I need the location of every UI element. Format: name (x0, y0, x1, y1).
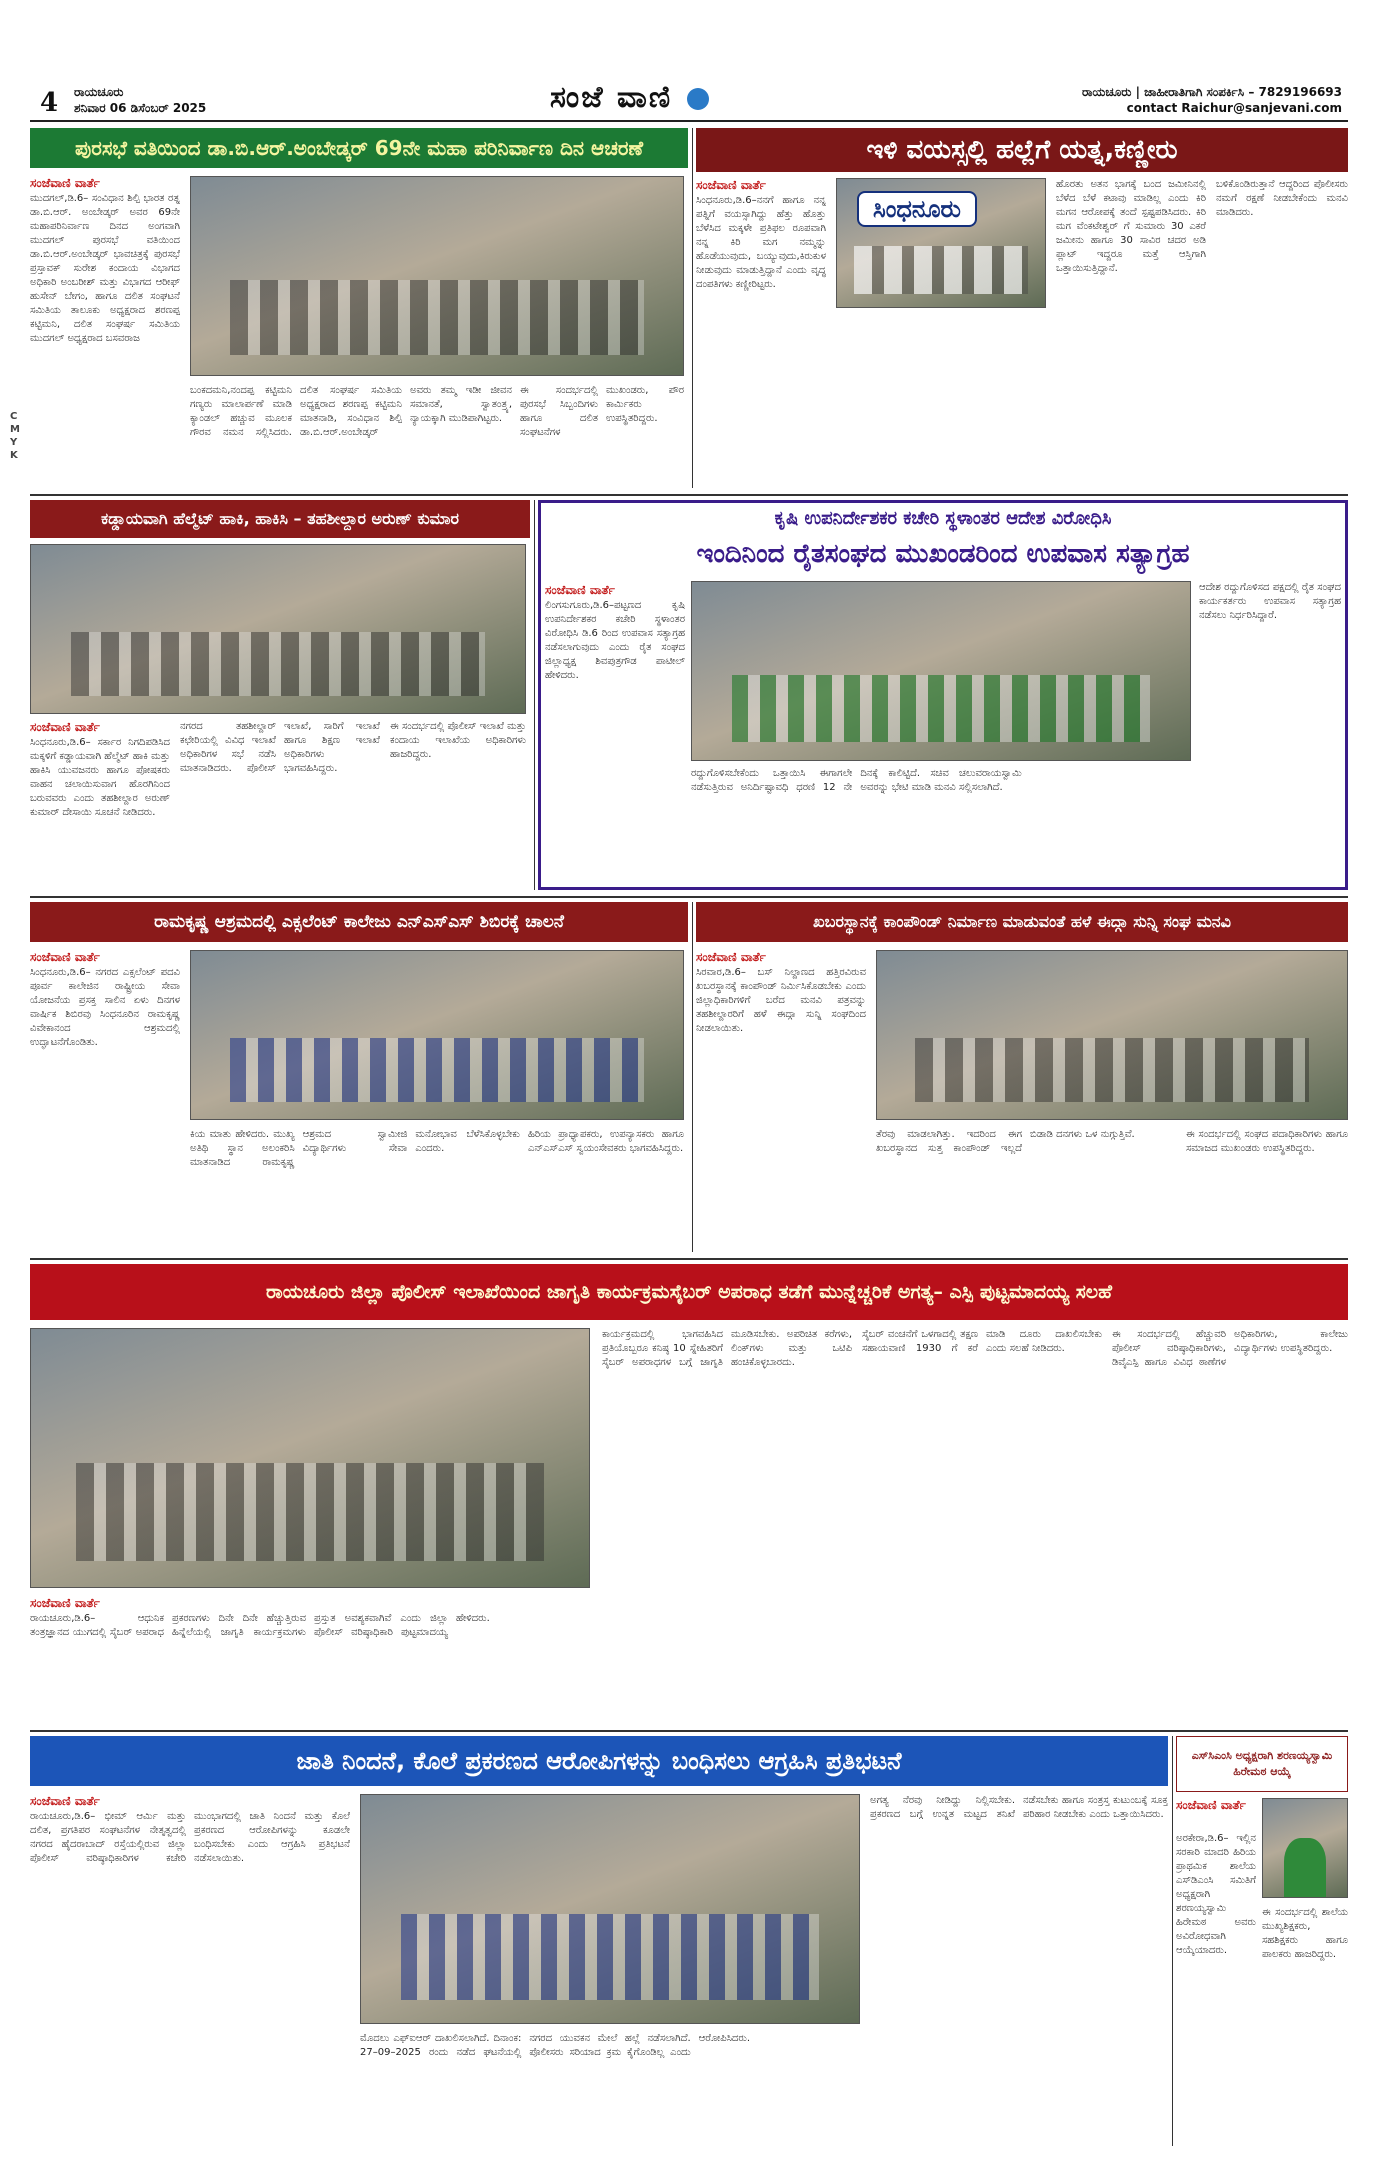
article-body (1176, 1832, 1256, 2142)
page-number: 4 (40, 88, 59, 118)
byline: ಸಂಜೆವಾಣಿ ವಾರ್ತೆ (545, 583, 615, 597)
article-ambedkar (30, 128, 688, 488)
news-photo (836, 178, 1046, 308)
column-divider (692, 902, 693, 1252)
section-divider (30, 896, 1348, 898)
article-compound-petition (696, 902, 1348, 1252)
paragraph: ಹೊರತು ಅತನ ಭಾಗಕ್ಕೆ ಬಂದ ಜಮೀನಿನಲ್ಲಿ ಬೆಳೆದ ಬೆಳೆ ಕಟಾವು ಮಾಡಿಲ್ಲ ಎಂದು ಕಿರಿ ಮಗನ ಆರೋಪಕ್ಕೆ ತಂದೆ ಸ್ಪಷ್ಟಪಡಿಸಿದರು. ಕಿರಿ ಮಗ ವೆಂಕಟೇಶ್ವರ್ ಗೆ ಸುಮಾರು 30 ಎಕರೆ ಜಮೀನು ಹಾಗೂ 30 ಸಾವಿರ ಚದರ ಅಡಿ ಪ್ಲಾಟ್ ಇದ್ದರೂ ಮತ್ತೆ ಆಸ್ತಿಗಾಗಿ ಒತ್ತಾಯಿಸುತ್ತಿದ್ದಾನೆ. (1056, 179, 1206, 274)
paragraph: ಸಿಂಧನೂರು,ಡಿ.6– ನಗರದ ಎಕ್ಸಲೆಂಟ್ ಪದವಿ ಪೂರ್ವ ಕಾಲೇಜಿನ ರಾಷ್ಟ್ರೀಯ ಸೇವಾ ಯೋಜನೆಯ ಪ್ರಸಕ್ತ ಸಾಲಿನ ಏಳು ದಿನಗಳ ವಾರ್ಷಿಕ ಶಿಬಿರವು ಸಿಂಧನೂರಿನ ರಾಮಕೃಷ್ಣ ವಿವೇಕಾನಂದ ಆಶ್ರಮದಲ್ಲಿ ಉದ್ಘಾಟನೆಗೊಂಡಿತು. (30, 967, 180, 1048)
photo-location-label: ಸಿಂಧನೂರು (857, 191, 977, 227)
paragraph: ತೆರವು ಮಾಡಲಾಗಿತ್ತು. ಇದರಿಂದ ಈಗ ಖಬರಸ್ಥಾನದ ಸುತ್ತ ಕಾಂಪೌಂಡ್ ಇಲ್ಲದೆ ಬಿಡಾಡಿ ದನಗಳು ಒಳ ನುಗ್ಗುತ್ತಿವೆ. (876, 1129, 1135, 1154)
article-body (520, 384, 684, 484)
paragraph: ಮುದಗಲ್,ಡಿ.6– ಸಂವಿಧಾನ ಶಿಲ್ಪಿ ಭಾರತ ರತ್ನ ಡಾ.ಬಿ.ಆರ್. ಅಂಬೇಡ್ಕರ್ ಅವರ 69ನೇ ಮಹಾಪರಿನಿರ್ವಾಣ ದಿನದ ಅಂಗವಾಗಿ ಮುದಗಲ್ ಪುರಸಭೆ ವತಿಯಿಂದ ಡಾ.ಬಿ.ಆರ್.ಅಂಬೇಡ್ಕರ್ ಭಾವಚಿತ್ರಕ್ಕೆ ಪುರಸಭೆ ಪ್ರಸ್ತಾವಕ್ ಸುರೇಶ ಕಂದಾಯ ವಿಭಾಗದ ಅಧಿಕಾರಿ ಅಂಬರೀಶ್ ಮತ್ತು ವಿಭಾಗದ ಆರೀಫ್ ಹುಸೇನ್ ಬೇಗಂ, ಹಾಗೂ ದಲಿತ ಸಂಘಟನೆ ಸಮಿತಿಯ ತಾಲೂಕು ಅಧ್ಯಕ್ಷರಾದ ಶರಣಪ್ಪ ಕಟ್ಟಿಮನಿ, ದಲಿತ ಸಂಘರ್ಷ ಸಮಿತಿಯ ಮುದಗಲ್ ಅಧ್ಯಕ್ಷರಾದ ಬಸವರಾಜ (30, 193, 180, 344)
newspaper-logo (550, 80, 711, 115)
article-body (876, 1128, 1176, 1248)
headline: ಇಂದಿನಿಂದ ರೈತಸಂಘದ ಮುಖಂಡರಿಂದ ಉಪವಾಸ ಸತ್ಯಾಗ್ರಹ (541, 533, 1345, 575)
paragraph: ಸಿಂಧನೂರು,ಡಿ.6– ಸರ್ಕಾರ ನಿಗದಿಪಡಿಸಿದ ಮಕ್ಕಳಿಗೆ ಕಡ್ಡಾಯವಾಗಿ ಹೆಲ್ಮೆಟ್ ಹಾಕಿ ಮತ್ತು ಹಾಕಿಸಿ ಯುವಜನರು ಹಾಗೂ ಪೋಷಕರು ವಾಹನ ಚಲಾಯಿಸುವಾಗ ಹೊರಗಿನಿಂದ ಬರುವವರು ಎಂದು ತಹಶೀಲ್ದಾರ ಅರುಣ್ ಕುಮಾರ್ ದೇಸಾಯಿ ಸೂಚನೆ ನೀಡಿದರು. (30, 737, 170, 818)
paragraph: ಸೈಬರ್ ವಂಚನೆಗೆ ಒಳಗಾದಲ್ಲಿ ತಕ್ಷಣ ಸಹಾಯವಾಣಿ 1930 ಗೆ ಕರೆ ಮಾಡಿ ದೂರು ದಾಖಲಿಸಬೇಕು ಎಂದು ಸಲಹೆ ನೀಡಿದರು. (862, 1329, 1102, 1354)
news-photo (876, 950, 1348, 1120)
paragraph: ಸಿರವಾರ,ಡಿ.6– ಬಸ್ ನಿಲ್ದಾಣದ ಹತ್ತಿರವಿರುವ ಖಬರಸ್ಥಾನಕ್ಕೆ ಕಾಂಪೌಂಡ್ ನಿರ್ಮಿಸಿಕೊಡಬೇಕು ಎಂದು ಜಿಲ್ಲಾಧಿಕಾರಿಗಳಿಗೆ ಬರೆದ ಮನವಿ ಪತ್ರವನ್ನು ತಹಶೀಲ್ದಾರರಿಗೆ ಹಳೆ ಈದ್ಗಾ ಸುನ್ನಿ ಸಂಘದಿಂದ ನೀಡಲಾಯಿತು. (696, 967, 866, 1034)
article-body (870, 1794, 1168, 2142)
globe-icon (687, 88, 709, 110)
paragraph: ಬಳಿಕೊಂಡಿರುತ್ತಾನೆ ಆದ್ದರಿಂದ ಪೊಲೀಸರು ನಮಗೆ ರಕ್ಷಣೆ ನೀಡಬೇಕೆಂದು ಮನವಿ ಮಾಡಿದರು. (1216, 179, 1348, 218)
article-protest-arrest (30, 1736, 1168, 2146)
article-body (30, 736, 170, 886)
article-body (190, 384, 512, 484)
headline: ಪುರಸಭೆ ವತಿಯಿಂದ ಡಾ.ಬಿ.ಆರ್.ಅಂಬೇಡ್ಕರ್ 69ನೇ ಮಹಾ ಪರಿನಿರ್ವಾಣ ದಿನ ಆಚರಣೆ (30, 128, 688, 168)
article-body (691, 767, 1191, 885)
article-body (360, 2032, 860, 2142)
headline: ಖಬರಸ್ಥಾನಕ್ಕೆ ಕಾಂಪೌಂಡ್ ನಿರ್ಮಾಣ ಮಾಡುವಂತೆ ಹಳೆ ಈದ್ಗಾ ಸುನ್ನಿ ಸಂಘ ಮನವಿ (696, 902, 1348, 942)
headline: ಎಸ್‌ಸಿಎಂಸಿ ಅಧ್ಯಕ್ಷರಾಗಿ ಶರಣಯ್ಯಸ್ವಾಮಿ ಹಿರೇಮಠ ಆಯ್ಕೆ (1176, 1736, 1348, 1792)
article-body (390, 720, 526, 886)
paragraph: ಈ ಸಂದರ್ಭದಲ್ಲಿ ಹೆಚ್ಚುವರಿ ಪೊಲೀಸ್ ವರಿಷ್ಠಾಧಿಕಾರಿಗಳು, ಡಿವೈಎಸ್ಪಿ ಹಾಗೂ ವಿವಿಧ ಠಾಣೆಗಳ ಅಧಿಕಾರಿಗಳು, ಕಾಲೇಜು ವಿದ್ಯಾರ್ಥಿಗಳು ಉಪಸ್ಥಿತರಿದ್ದರು. (1112, 1329, 1348, 1368)
article-body (30, 1612, 590, 1720)
paragraph: ಈ ಸಂದರ್ಭದಲ್ಲಿ ಶಾಲೆಯ ಮುಖ್ಯಶಿಕ್ಷಕರು, ಸಹಶಿಕ್ಷಕರು ಹಾಗೂ ಪಾಲಕರು ಹಾಜರಿದ್ದರು. (1262, 1907, 1348, 1960)
article-body (30, 966, 180, 1248)
paragraph: ಈ ಸಂದರ್ಭದಲ್ಲಿ ಸಂಘದ ಪದಾಧಿಕಾರಿಗಳು ಹಾಗೂ ಸಮಾಜದ ಮುಖಂಡರು ಉಪಸ್ಥಿತರಿದ್ದರು. (1186, 1129, 1348, 1154)
paragraph: ಲಿಂಗಸುಗೂರು,ಡಿ.6–ಪಟ್ಟಣದ ಕೃಷಿ ಉಪನಿರ್ದೇಶಕರ ಕಚೇರಿ ಸ್ಥಳಾಂತರ ವಿರೋಧಿಸಿ ಡಿ.6 ರಿಂದ ಉಪವಾಸ ಸತ್ಯಾಗ್ರಹ ನಡೆಸಲಾಗುವುದು ಎಂದು ರೈತ ಸಂಘದ ಜಿಲ್ಲಾಧ್ಯಕ್ಷ ಶಿವಪುತ್ರಗೌಡ ಪಾಟೀಲ್ ಹೇಳಿದರು. (545, 600, 685, 681)
news-photo (30, 1328, 590, 1588)
news-photo (30, 544, 526, 714)
article-body (1112, 1328, 1348, 1720)
news-photo (360, 1794, 860, 2024)
article-body (180, 720, 380, 886)
masthead (30, 82, 1348, 122)
ad-contact: ರಾಯಚೂರು | ಜಾಹೀರಾತಿಗಾಗಿ ಸಂಪರ್ಕಿಸಿ – 7829196693 (1081, 85, 1342, 99)
headline: ಜಾತಿ ನಿಂದನೆ, ಕೊಲೆ ಪ್ರಕರಣದ ಆರೋಪಿಗಳನ್ನು ಬಂಧಿಸಲು ಆಗ್ರಹಿಸಿ ಪ್ರತಿಭಟನೆ (30, 1736, 1168, 1786)
paragraph: ಸಿಂಧನೂರು,ಡಿ.6–ನನಗೆ ಹಾಗೂ ನನ್ನ ಪತ್ನಿಗೆ ವಯಸ್ಸಾಗಿದ್ದು ಹೆತ್ತು ಹೊತ್ತು ಬೆಳೆಸಿದ ಮಕ್ಕಳೇ ಪ್ರತಿಫಲ ರೂಪವಾಗಿ ನನ್ನ ಕಿರಿ ಮಗ ನಮ್ಮನ್ನು ಹೊಡೆಯುವುದು, ಬಯ್ಯುವುದು,ಕಿರುಕುಳ ನೀಡುವುದು ಮಾಡುತ್ತಿದ್ದಾನೆ ಎಂದು ವೃದ್ಧ ದಂಪತಿಗಳು ಕಣ್ಣೀರಿಟ್ಟರು. (696, 195, 826, 290)
article-body (696, 966, 866, 1248)
article-body (30, 1810, 350, 2142)
edition-city: ರಾಯಚೂರು (74, 85, 124, 99)
paragraph: ಹಿರಿಯ ಪ್ರಾಧ್ಯಾಪಕರು, ಉಪನ್ಯಾಸಕರು ಹಾಗೂ ಎನ್‌ಎಸ್‌ಎಸ್ ಸ್ವಯಂಸೇವಕರು ಭಾಗವಹಿಸಿದ್ದರು. (528, 1129, 684, 1154)
paragraph: ರಾಯಚೂರು,ಡಿ.6– ಆಧುನಿಕ ತಂತ್ರಜ್ಞಾನದ ಯುಗದಲ್ಲಿ ಸೈಬರ್ ಅಪರಾಧ ಪ್ರಕರಣಗಳು ದಿನೇ ದಿನೇ ಹೆಚ್ಚುತ್ತಿರುವ ಹಿನ್ನೆಲೆಯಲ್ಲಿ ಜಾಗೃತಿ ಕಾರ್ಯಕ್ರಮಗಳು ಪ್ರಸ್ತುತ ಅವಶ್ಯಕವಾಗಿವೆ ಎಂದು ಜಿಲ್ಲಾ ಪೊಲೀಸ್ ವರಿಷ್ಠಾಧಿಕಾರಿ ಪುಟ್ಟಮಾದಯ್ಯ ಹೇಳಿದರು. (30, 1613, 490, 1638)
article-body (1186, 1128, 1348, 1248)
section-divider (30, 1258, 1348, 1260)
byline: ಸಂಜೆವಾಣಿ ವಾರ್ತೆ (30, 176, 100, 190)
article-cyber-awareness (30, 1264, 1348, 1724)
column-divider (692, 128, 693, 488)
paragraph: ಕಿಯ ಮಾತು ಹೇಳಿದರು. ಮುಖ್ಯ ಅತಿಥಿ ಸ್ಥಾನ ಅಲಂಕರಿಸಿ ಮಾತನಾಡಿದ ರಾಮಕೃಷ್ಣ ಆಶ್ರಮದ ಸ್ವಾಮೀಜಿ ವಿದ್ಯಾರ್ಥಿಗಳು ಸೇವಾ ಮನೋಭಾವ ಬೆಳೆಸಿಕೊಳ್ಳಬೇಕು ಎಂದರು. (190, 1129, 520, 1168)
contact-info (1082, 84, 1342, 116)
byline: ಸಂಜೆವಾಣಿ ವಾರ್ತೆ (30, 1596, 100, 1610)
news-photo (190, 950, 684, 1120)
headline: ಕಡ್ಡಾಯವಾಗಿ ಹೆಲ್ಮೆಟ್ ಹಾಕಿ, ಹಾಕಿಸಿ – ತಹಶೀಲ್ದಾರ ಅರುಣ್ ಕುಮಾರ (30, 500, 530, 538)
edition-date-text: ಶನಿವಾರ 06 ಡಿಸೆಂಬರ್ 2025 (74, 101, 207, 115)
paragraph: ರಾಯಚೂರು,ಡಿ.6– ಭೀಮ್ ಆರ್ಮಿ ಮತ್ತು ದಲಿತ, ಪ್ರಗತಿಪರ ಸಂಘಟನೆಗಳ ನೇತೃತ್ವದಲ್ಲಿ ನಗರದ ಹೈದರಾಬಾದ್ ರಸ್ತೆಯಲ್ಲಿರುವ ಜಿಲ್ಲಾ ಪೊಲೀಸ್ ವರಿಷ್ಠಾಧಿಕಾರಿಗಳ ಕಚೇರಿ ಮುಂಭಾಗದಲ್ಲಿ ಜಾತಿ ನಿಂದನೆ ಮತ್ತು ಕೊಲೆ ಪ್ರಕರಣದ ಆರೋಪಿಗಳನ್ನು ಕೂಡಲೇ ಬಂಧಿಸಬೇಕು ಎಂದು ಆಗ್ರಹಿಸಿ ಪ್ರತಿಭಟನೆ ನಡೆಸಲಾಯಿತು. (30, 1811, 350, 1864)
edition-date (74, 84, 206, 116)
paragraph: ಬಂಕದಮನಿ,ನಂದಪ್ಪ ಕಟ್ಟಿಮನಿ ಗಣ್ಯರು ಮಾಲಾರ್ಪಣೆ ಮಾಡಿ ಕ್ಯಾಂಡಲ್ ಹಚ್ಚುವ ಮೂಲಕ ಗೌರವ ನಮನ ಸಲ್ಲಿಸಿದರು. ದಲಿತ ಸಂಘರ್ಷ ಸಮಿತಿಯ ಅಧ್ಯಕ್ಷರಾದ ಶರಣಪ್ಪ ಕಟ್ಟಿಮನಿ ಮಾತನಾಡಿ, ಸಂವಿಧಾನ ಶಿಲ್ಪಿ ಡಾ.ಬಿ.ಆರ್.ಅಂಬೇಡ್ಕರ್ ಅವರು ತಮ್ಮ ಇಡೀ ಜೀವನ ಸಮಾನತೆ, ಸ್ವಾತಂತ್ರ್ಯ, ನ್ಯಾಯಕ್ಕಾಗಿ ಮುಡಿಪಾಗಿಟ್ಟರು. (190, 385, 512, 438)
article-farmers-protest (538, 500, 1348, 890)
section-divider (30, 494, 1348, 496)
headline: ಇಳಿ ವಯಸ್ಸಲ್ಲಿ ಹಲ್ಲೆಗೆ ಯತ್ನ,ಕಣ್ಣೀರು (696, 128, 1348, 172)
cmyk-marks: C M Y K (10, 411, 20, 461)
article-body (1262, 1906, 1348, 2142)
article-body (862, 1328, 1102, 1720)
news-photo (1262, 1798, 1348, 1898)
article-sdmc-president (1176, 1736, 1348, 2146)
headline: ರಾಮಕೃಷ್ಣ ಆಶ್ರಮದಲ್ಲಿ ಎಕ್ಸಲೆಂಟ್ ಕಾಲೇಜು ಎನ್‌ಎಸ್‌ಎಸ್ ಶಿಬಿರಕ್ಕೆ ಚಾಲನೆ (30, 902, 688, 942)
article-body (1199, 581, 1341, 885)
byline: ಸಂಜೆವಾಣಿ ವಾರ್ತೆ (696, 178, 766, 192)
paragraph: ನಗರದ ತಹಶೀಲ್ದಾರ್ ಕಛೇರಿಯಲ್ಲಿ ವಿವಿಧ ಇಲಾಖೆ ಅಧಿಕಾರಿಗಳ ಸಭೆ ನಡೆಸಿ ಮಾತನಾಡಿದರು. ಪೊಲೀಸ್ ಇಲಾಖೆ, ಸಾರಿಗೆ ಇಲಾಖೆ ಹಾಗೂ ಶಿಕ್ಷಣ ಇಲಾಖೆ ಅಧಿಕಾರಿಗಳು ಭಾಗವಹಿಸಿದ್ದರು. (180, 721, 380, 774)
paragraph: ಆದೇಶ ರದ್ದುಗೊಳಿಸದ ಪಕ್ಷದಲ್ಲಿ ರೈತ ಸಂಘದ ಕಾರ್ಯಕರ್ತರು ಉಪವಾಸ ಸತ್ಯಾಗ್ರಹ ನಡೆಸಲು ನಿರ್ಧರಿಸಿದ್ದಾರೆ. (1199, 582, 1341, 621)
paragraph: ಈ ಸಂದರ್ಭದಲ್ಲಿ ಪುರಸಭೆ ಸಿಬ್ಬಂದಿಗಳು ಹಾಗೂ ದಲಿತ ಸಂಘಟನೆಗಳ ಮುಖಂಡರು, ಪೌರ ಕಾರ್ಮಿಕರು ಉಪಸ್ಥಿತರಿದ್ದರು. (520, 385, 684, 438)
article-body (30, 192, 180, 484)
news-photo (190, 176, 684, 376)
article-body (190, 1128, 520, 1248)
paragraph: ಅಗತ್ಯ ನೆರವು ನೀಡಿದ್ದು ನಿಲ್ಲಿಸಬೇಕು. ಪ್ರಕರಣದ ಬಗ್ಗೆ ಉನ್ನತ ಮಟ್ಟದ ತನಿಖೆ ನಡೆಸಬೇಕು ಹಾಗೂ ಸಂತ್ರಸ್ತ ಕುಟುಂಬಕ್ಕೆ ಸೂಕ್ತ ಪರಿಹಾರ ನೀಡಬೇಕು ಎಂದು ಒತ್ತಾಯಿಸಿದರು. (870, 1795, 1168, 1820)
article-helmet (30, 500, 530, 890)
article-body (602, 1328, 852, 1720)
email-contact: contact Raichur@sanjevani.com (1126, 101, 1342, 115)
article-body (1216, 178, 1348, 484)
article-body (528, 1128, 684, 1248)
article-body (1056, 178, 1206, 484)
news-photo (691, 581, 1191, 761)
byline: ಸಂಜೆವಾಣಿ ವಾರ್ತೆ (1176, 1798, 1246, 1812)
column-divider (534, 500, 535, 890)
article-body (545, 599, 685, 885)
paragraph: ರದ್ದುಗೊಳಿಸಬೇಕೆಂದು ಒತ್ತಾಯಿಸಿ ಈಗಾಗಲೇ ನಡೆಸುತ್ತಿರುವ ಅನಿರ್ದಿಷ್ಟಾವಧಿ ಧರಣಿ 12 ನೇ ದಿನಕ್ಕೆ ಕಾಲಿಟ್ಟಿದೆ. ಸಚಿವ ಚಲುವರಾಯಸ್ವಾಮಿ ಅವರನ್ನು ಭೇಟಿ ಮಾಡಿ ಮನವಿ ಸಲ್ಲಿಸಲಾಗಿದೆ. (691, 768, 1022, 793)
article-nss-camp (30, 902, 688, 1252)
section-divider (30, 1730, 1348, 1732)
column-divider (1172, 1736, 1173, 2146)
headline-top: ಕೃಷಿ ಉಪನಿರ್ದೇಶಕರ ಕಚೇರಿ ಸ್ಥಳಾಂತರ ಆದೇಶ ವಿರೋಧಿಸಿ (541, 503, 1345, 533)
headline: ರಾಯಚೂರು ಜಿಲ್ಲಾ ಪೊಲೀಸ್ ಇಲಾಖೆಯಿಂದ ಜಾಗೃತಿ ಕಾರ್ಯಕ್ರಮಸೈಬರ್ ಅಪರಾಧ ತಡೆಗೆ ಮುನ್ನೆಚ್ಚರಿಕೆ ಅಗತ್ಯ– ಎಸ್ಪಿ ಪುಟ್ಟಮಾದಯ್ಯ ಸಲಹೆ (30, 1264, 1348, 1320)
paragraph: ಈ ಸಂದರ್ಭದಲ್ಲಿ ಪೊಲೀಸ್ ಇಲಾಖೆ ಮತ್ತು ಕಂದಾಯ ಇಲಾಖೆಯ ಅಧಿಕಾರಿಗಳು ಹಾಜರಿದ್ದರು. (390, 721, 526, 760)
article-elderly-couple (696, 128, 1348, 488)
newspaper-name: ಸಂಜೆ ವಾಣಿ (550, 80, 673, 115)
byline: ಸಂಜೆವಾಣಿ ವಾರ್ತೆ (30, 950, 100, 964)
byline: ಸಂಜೆವಾಣಿ ವಾರ್ತೆ (696, 950, 766, 964)
byline: ಸಂಜೆವಾಣಿ ವಾರ್ತೆ (30, 1794, 100, 1808)
paragraph: ಕಾರ್ಯಕ್ರಮದಲ್ಲಿ ಭಾಗವಹಿಸಿದ ಪ್ರತಿಯೊಬ್ಬರೂ ಕನಿಷ್ಠ 10 ಸ್ನೇಹಿತರಿಗೆ ಸೈಬರ್ ಅಪರಾಧಗಳ ಬಗ್ಗೆ ಜಾಗೃತಿ ಮೂಡಿಸಬೇಕು. ಅಪರಿಚಿತ ಕರೆಗಳು, ಲಿಂಕ್‌ಗಳು ಮತ್ತು ಒಟಿಪಿ ಹಂಚಿಕೊಳ್ಳಬಾರದು. (602, 1329, 852, 1368)
byline: ಸಂಜೆವಾಣಿ ವಾರ್ತೆ (30, 720, 100, 734)
paragraph: ಅರಕೇರಾ,ಡಿ.6– ಇಲ್ಲಿನ ಸರಕಾರಿ ಮಾದರಿ ಹಿರಿಯ ಪ್ರಾಥಮಿಕ ಶಾಲೆಯ ಎಸ್‌ಡಿಎಂಸಿ ಸಮಿತಿಗೆ ಅಧ್ಯಕ್ಷರಾಗಿ ಶರಣಯ್ಯಸ್ವಾಮಿ ಹಿರೇಮಠ ಅವರು ಅವಿರೋಧವಾಗಿ ಆಯ್ಕೆಯಾದರು. (1176, 1833, 1256, 1956)
article-body (696, 194, 826, 484)
paragraph: ಮೊದಲು ಎಫ್‌ಐಆರ್ ದಾಖಲಿಸಲಾಗಿದೆ. ದಿನಾಂಕ: 27–09–2025 ರಂದು ನಡೆದ ಘಟನೆಯಲ್ಲಿ ನಗರದ ಯುವಕನ ಮೇಲೆ ಹಲ್ಲೆ ನಡೆಸಲಾಗಿದೆ. ಪೊಲೀಸರು ಸರಿಯಾದ ಕ್ರಮ ಕೈಗೊಂಡಿಲ್ಲ ಎಂದು ಆರೋಪಿಸಿದರು. (360, 2033, 751, 2058)
